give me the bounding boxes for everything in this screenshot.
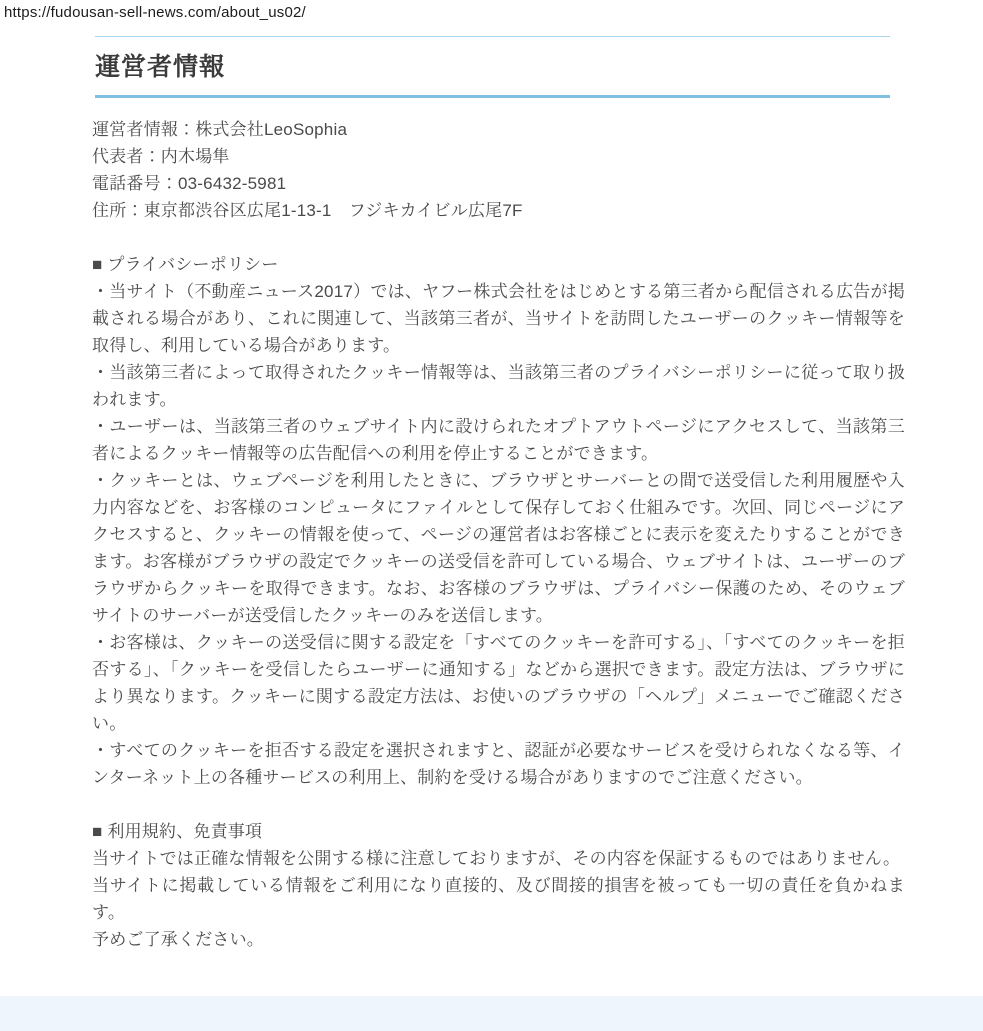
privacy-policy-item: ・当該第三者によって取得されたクッキー情報等は、当該第三者のプライバシーポリシーに従って取り扱われます。 (92, 363, 905, 409)
representative-name: 代表者：内木場隼 (92, 147, 230, 166)
terms-line: 当サイトでは正確な情報を公開する様に注意しておりますが、その内容を保証するものではありません。 (92, 849, 901, 868)
company-address: 住所：東京都渋谷区広尾1-13-1 フジキカイビル広尾7F (92, 201, 523, 220)
phone-number: 電話番号：03-6432-5981 (92, 174, 287, 193)
operator-name: 運営者情報：株式会社LeoSophia (92, 120, 348, 139)
page-url: https://fudousan-sell-news.com/about_us02/ (4, 4, 306, 21)
terms-disclaimer-heading: ■ 利用規約、免責事項 (92, 822, 263, 841)
page-title-block (95, 36, 890, 98)
privacy-policy-section (92, 251, 905, 791)
privacy-policy-item: ・すべてのクッキーを拒否する設定を選択されますと、認証が必要なサービスを受けられなくなる等、インターネット上の各種サービスの利用上、制約を受ける場合がありますのでご注意ください。 (92, 741, 905, 787)
privacy-policy-item: ・お客様は、クッキーの送受信に関する設定を「すべてのクッキーを許可する」、「すべてのクッキーを拒否する」、「クッキーを受信したらユーザーに通知する」などから選択できます。設定方法は、ブラウザにより異なります。クッキーに関する設定方法は、お使いのブラウザの「ヘルプ」メニューでご確認ください。 (92, 633, 905, 733)
terms-line: 当サイトに掲載している情報をご利用になり直接的、及び間接的損害を被っても一切の責任を負かねます。 (92, 876, 905, 922)
footer-bar (0, 996, 983, 1031)
operator-info-section (92, 116, 905, 224)
terms-line: 予めご了承ください。 (92, 930, 264, 949)
terms-disclaimer-section (92, 818, 905, 953)
privacy-policy-item: ・クッキーとは、ウェブページを利用したときに、ブラウザとサーバーとの間で送受信した利用履歴や入力内容などを、お客様のコンピュータにファイルとして保存しておく仕組みです。次回、同じページにアクセスすると、クッキーの情報を使って、ページの運営者はお客様ごとに表示を変えたりすることができます。お客様がブラウザの設定でクッキーの送受信を許可している場合、ウェブサイトは、ユーザーのブラウザからクッキーを取得できます。なお、お客様のブラウザは、プライバシー保護のため、そのウェブサイトのサーバーが送受信したクッキーのみを送信します。 (92, 471, 905, 625)
privacy-policy-item: ・当サイト（不動産ニュース2017）では、ヤフー株式会社をはじめとする第三者から配信される広告が掲載される場合があり、これに関連して、当該第三者が、当サイトを訪問したユーザーのクッキー情報等を取得し、利用している場合があります。 (92, 282, 905, 355)
privacy-policy-heading: ■ プライバシーポリシー (92, 255, 279, 274)
privacy-policy-item: ・ユーザーは、当該第三者のウェブサイト内に設けられたオプトアウトページにアクセスして、当該第三者によるクッキー情報等の広告配信への利用を停止することができます。 (92, 417, 905, 463)
main-content (92, 36, 905, 953)
page-title: 運営者情報 (95, 53, 226, 81)
